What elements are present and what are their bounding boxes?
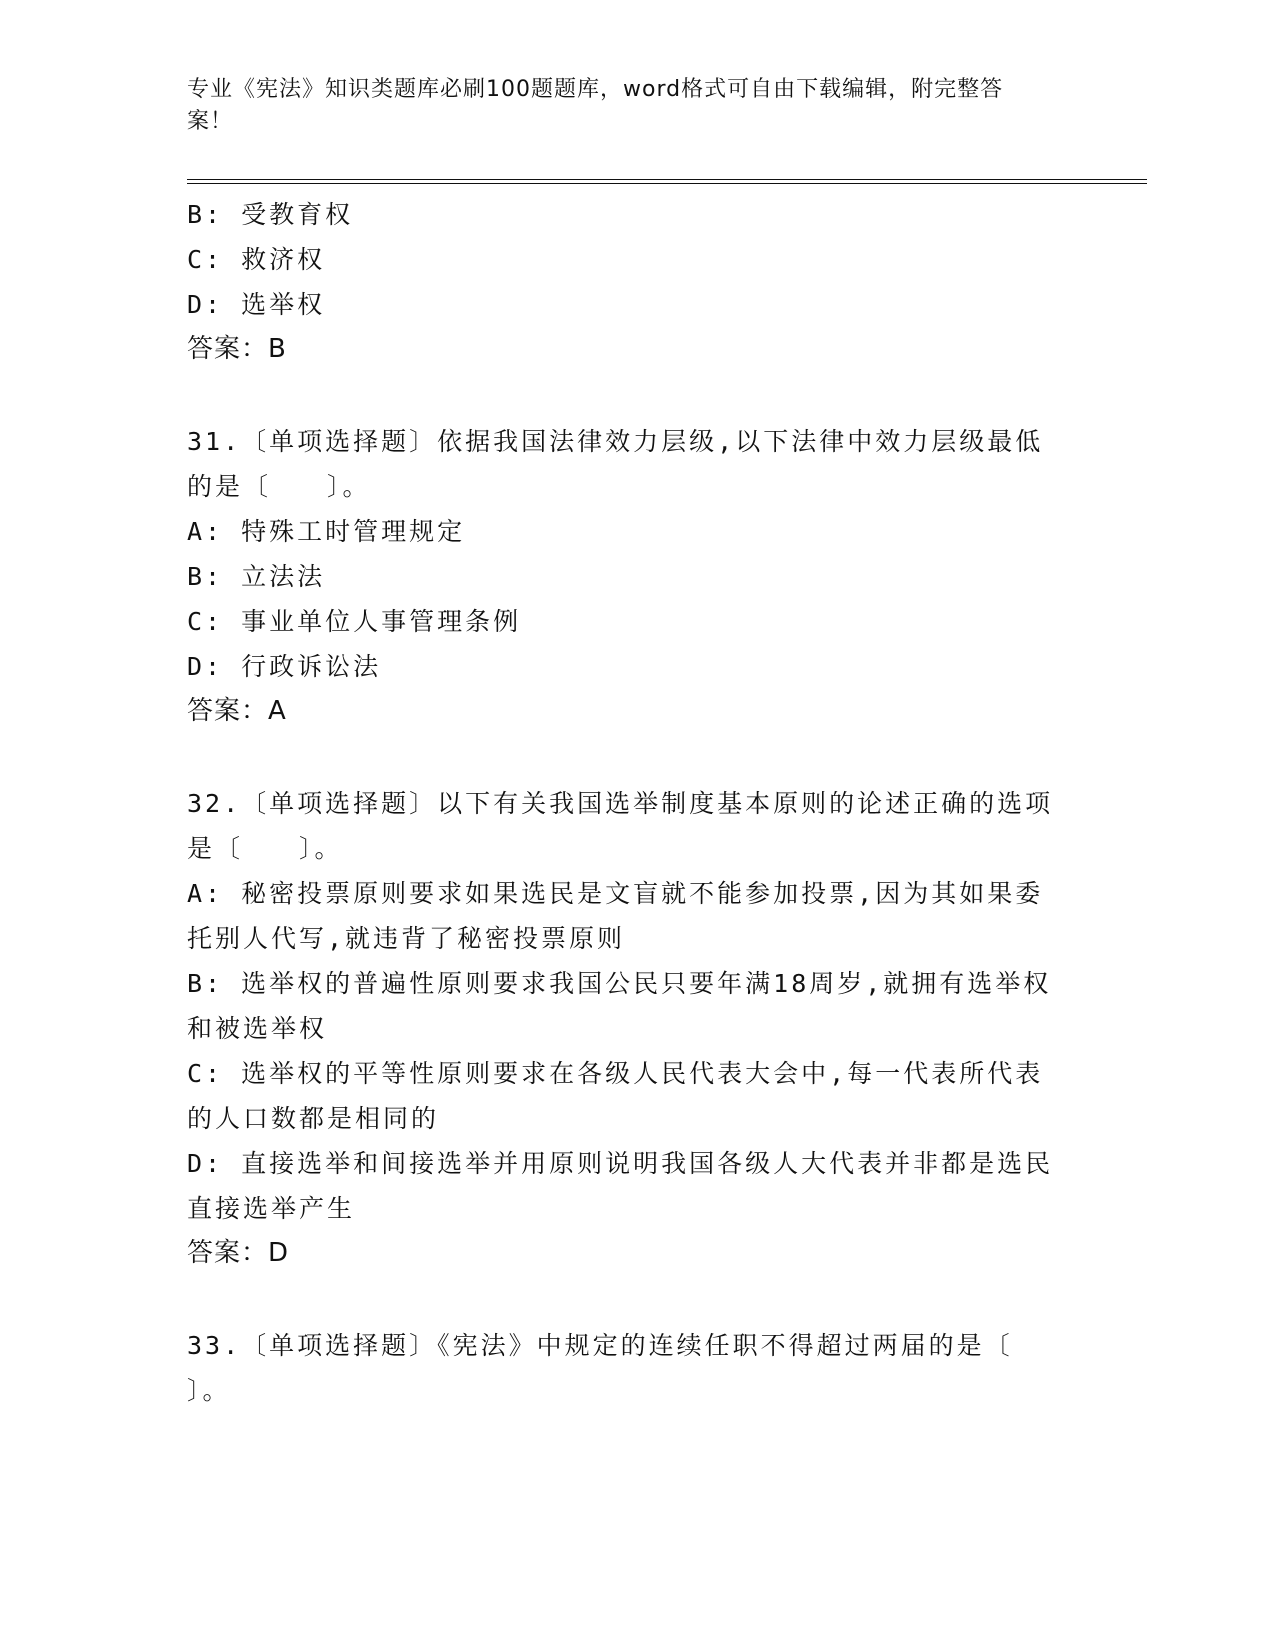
question-list	[187, 192, 1087, 1413]
option-line: 的人口数都是相同的	[187, 1104, 440, 1133]
option-line: B: 选举权的普遍性原则要求我国公民只要年满18周岁,就拥有选举权	[187, 969, 1052, 998]
header-rule-bottom	[187, 183, 1147, 184]
question-stem: 32.〔单项选择题〕以下有关我国选举制度基本原则的论述正确的选项	[187, 789, 1054, 818]
header-rule-top	[187, 179, 1147, 180]
answer-line: 答案：A	[187, 696, 287, 726]
question-block	[187, 419, 1087, 734]
option-line: A: 特殊工时管理规定	[187, 517, 466, 546]
option-line: 和被选举权	[187, 1014, 328, 1043]
option-line: A: 秘密投票原则要求如果选民是文盲就不能参加投票,因为其如果委	[187, 879, 1044, 908]
answer-line: 答案：D	[187, 1238, 290, 1268]
option-line: C: 事业单位人事管理条例	[187, 607, 522, 636]
question-stem: 33.〔单项选择题〕《宪法》中规定的连续任职不得超过两届的是〔	[187, 1331, 1013, 1360]
option-line: 托别人代写,就违背了秘密投票原则	[187, 924, 626, 953]
option-line: D: 行政诉讼法	[187, 652, 382, 681]
question-block	[187, 781, 1087, 1276]
question-stem: 31.〔单项选择题〕依据我国法律效力层级,以下法律中效力层级最低	[187, 427, 1044, 456]
document-header	[187, 74, 1067, 138]
question-block	[187, 1323, 1087, 1413]
option-line: D: 直接选举和间接选举并用原则说明我国各级人大代表并非都是选民	[187, 1149, 1054, 1178]
question-stem: 〕。	[187, 1376, 231, 1405]
answer-line: 答案：B	[187, 334, 287, 364]
question-stem: 的是〔 〕。	[187, 472, 371, 501]
option-line: 直接选举产生	[187, 1194, 356, 1223]
header-line-1: 专业《宪法》知识类题库必刷100题题库，word格式可自由下载编辑，附完整答	[187, 77, 1004, 102]
option-line: D: 选举权	[187, 290, 326, 319]
option-line: B: 受教育权	[187, 200, 354, 229]
question-block	[187, 192, 1087, 372]
option-line: B: 立法法	[187, 562, 326, 591]
option-line: C: 选举权的平等性原则要求在各级人民代表大会中,每一代表所代表	[187, 1059, 1044, 1088]
header-line-2: 案！	[187, 109, 234, 134]
option-line: C: 救济权	[187, 245, 326, 274]
question-stem: 是〔 〕。	[187, 834, 343, 863]
